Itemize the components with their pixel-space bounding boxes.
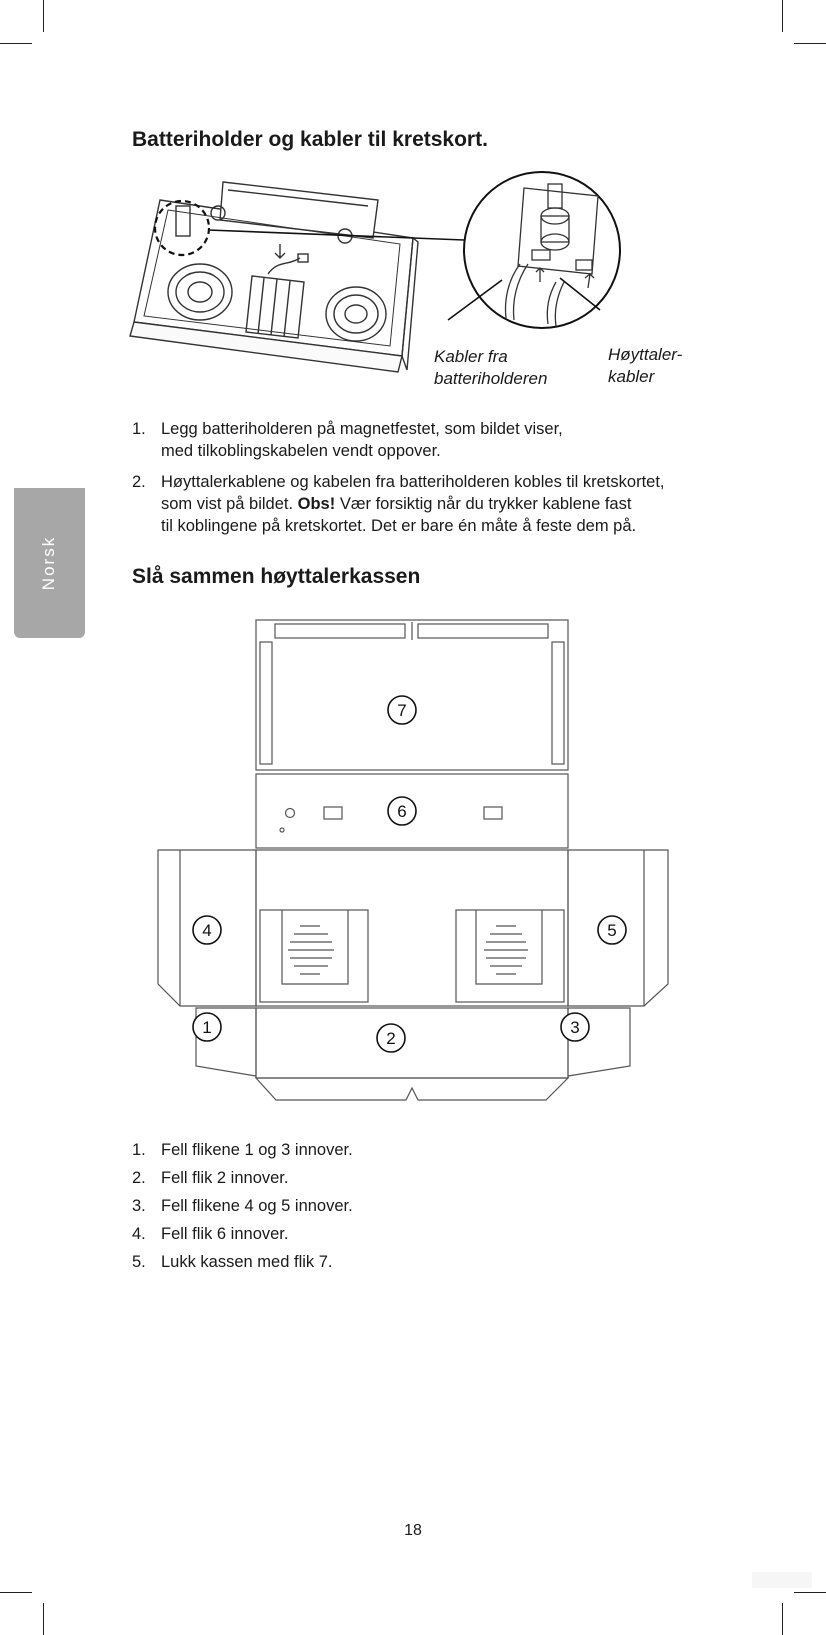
list-item: 4. Fell flik 6 innover. — [132, 1225, 289, 1243]
list-item: 2. Høyttalerkablene og kabelen fra batteriholderen kobles til kretskortet, som vist på bildet. Obs! Vær forsiktig når du trykker kablene fast til koblingene på kretskortet. Det er bare én måte å feste dem på. — [132, 473, 665, 535]
assembly-instruction-list — [132, 1139, 353, 1279]
crop-mark-bottom-left-v — [43, 1603, 44, 1635]
crop-mark-top-left-h — [0, 43, 32, 44]
crop-mark-top-left-v — [43, 0, 44, 32]
crop-mark-bottom-right-h — [794, 1592, 826, 1593]
list-item: 1. Legg batteriholderen på magnetfestet, som bildet viser, med tilkoblingskabelen vendt oppover. — [132, 420, 563, 460]
flap-label-6: 6 — [397, 802, 407, 821]
box-unfolded-diagram — [150, 614, 676, 1110]
language-side-tab — [14, 488, 85, 638]
list-item: 2. Fell flik 2 innover. — [132, 1169, 289, 1187]
crop-mark-bottom-left-h — [0, 1592, 32, 1593]
crop-mark-top-right-v — [782, 0, 783, 32]
warning-label: Obs! — [297, 495, 336, 513]
faint-mark — [752, 1572, 812, 1588]
flap-label-3: 3 — [570, 1018, 580, 1037]
crop-mark-top-right-h — [794, 43, 826, 44]
flap-label-4: 4 — [202, 921, 212, 940]
flap-label-7: 7 — [397, 701, 407, 720]
caption-battery-cables: Kabler fra batteriholderen — [434, 347, 548, 388]
list-item: 5. Lukk kassen med flik 7. — [132, 1253, 333, 1271]
section-title-assemble-box: Slå sammen høyttalerkassen — [132, 565, 421, 588]
language-label: Norsk — [39, 535, 59, 591]
list-item: 1. Fell flikene 1 og 3 innover. — [132, 1141, 353, 1159]
caption-speaker-cables: Høyttaler- kabler — [608, 345, 683, 386]
flap-label-2: 2 — [386, 1029, 396, 1048]
flap-label-5: 5 — [607, 921, 617, 940]
section-title-battery-holder: Batteriholder og kabler til kretskort. — [132, 128, 488, 151]
flap-label-1: 1 — [202, 1018, 212, 1037]
page-number: 18 — [404, 1522, 422, 1539]
list-item: 3. Fell flikene 4 og 5 innover. — [132, 1197, 353, 1215]
crop-mark-bottom-right-v — [782, 1603, 783, 1635]
battery-instruction-list — [132, 418, 665, 546]
